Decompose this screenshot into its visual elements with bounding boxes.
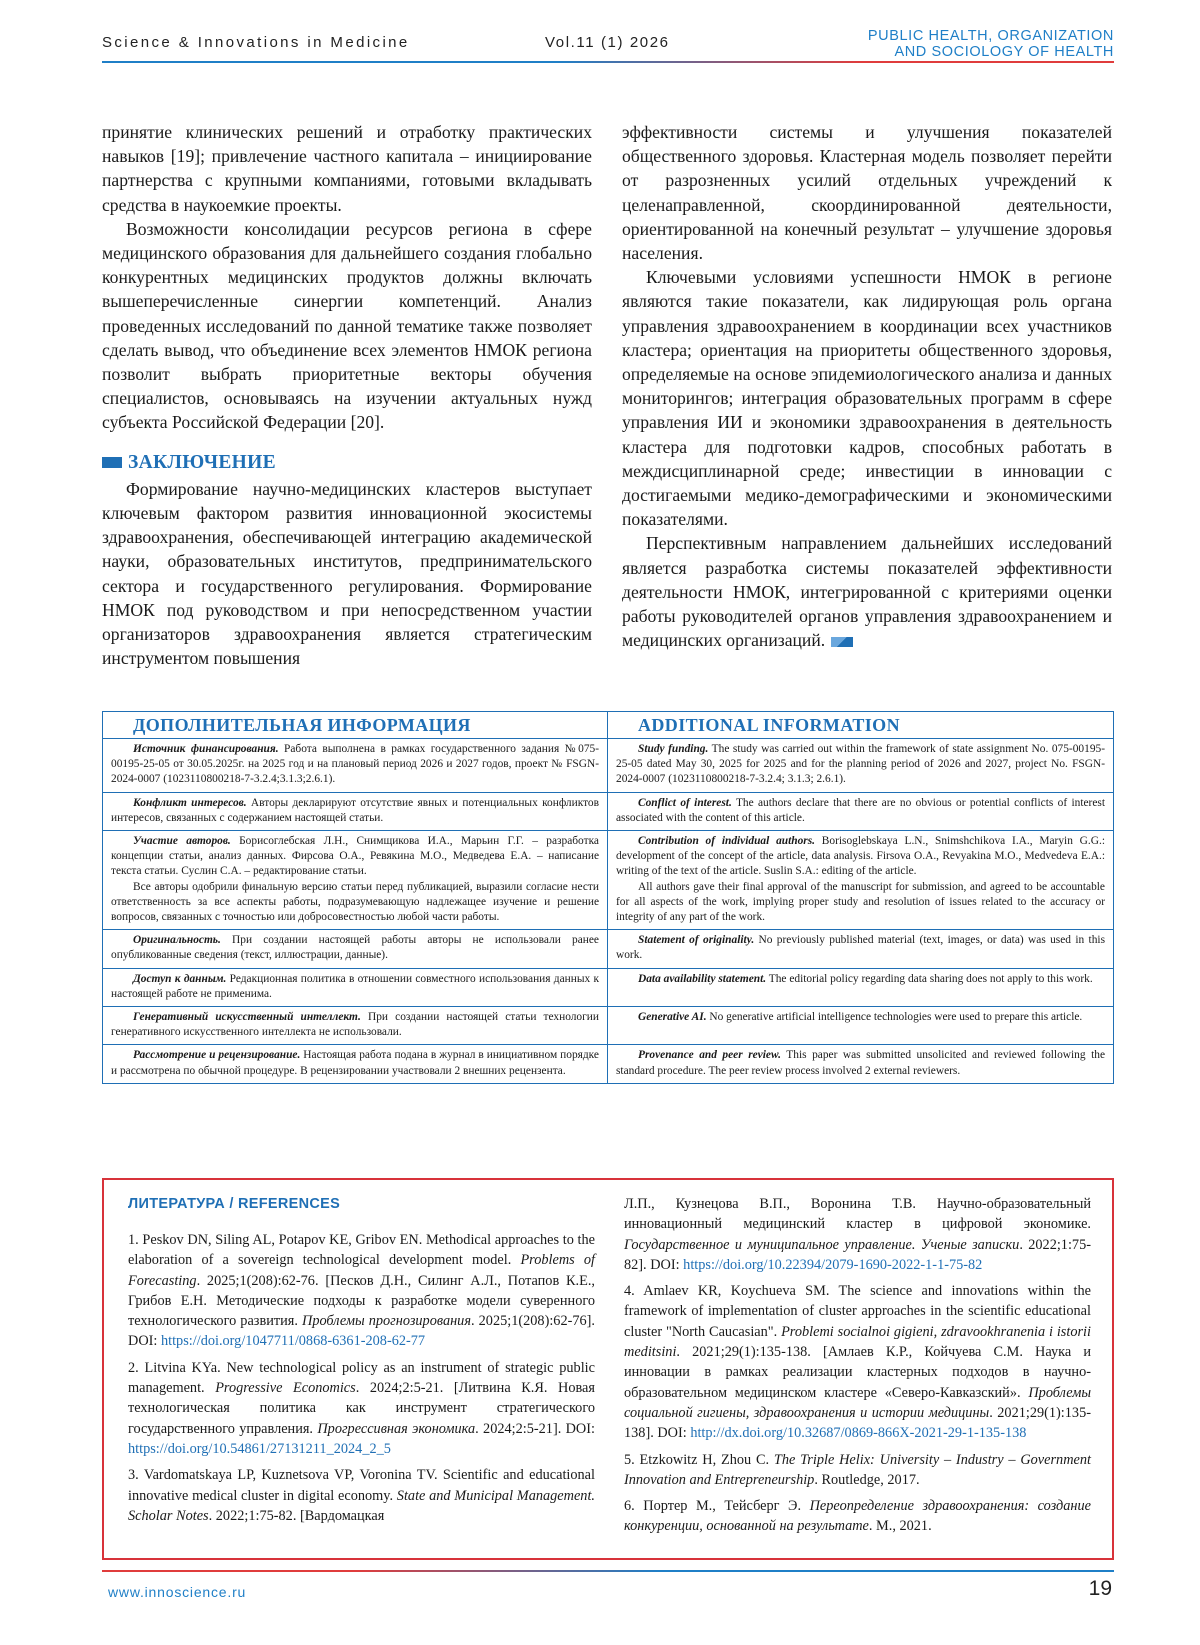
info-label: Conflict of interest. (638, 796, 732, 809)
reference-item: 5. Etzkowitz H, Zhou C. The Triple Helix: University – Industry – Government Innovation and Entrepreneurship. Routledge, 2017. (624, 1451, 1091, 1488)
info-text: При создании настоящей работы авторы не использовали ранее опубликованные сведения (текст, иллюстрации, данные). (111, 934, 599, 962)
info-cell-ru (103, 1045, 608, 1082)
reference-item-continued: Л.П., Кузнецова В.П., Воронина Т.В. Научно-образовательный инновационный медицинский кластер в цифровой экономике. Государственное и муниципальное управление. Ученые записки. 2022;1:75-82]. DOI: https://doi.org/10.22394/2079-1690-2022-1-1-75-82 (624, 1196, 1091, 1273)
doi-link[interactable]: https://doi.org/10.54861/27131211_2024_2_5 (128, 1440, 391, 1457)
info-label: Участие авторов. (133, 835, 231, 848)
header-divider (102, 61, 1114, 63)
info-label: Statement of originality. (638, 934, 755, 947)
paragraph-text: Перспективным направлением дальнейших исследований является разработка системы показателей эффективности деятельности НМОК, интегрированной с критериями оценки работы руководителей органов управления здравоохранением и медицинских организаций. (622, 533, 1112, 651)
reference-item: 3. Vardomatskaya LP, Kuznetsova VP, Voronina TV. Scientific and educational innovative medical cluster in digital economy. State and Municipal Management. Scholar Notes. 2022;1:75-82. [Вардомацкая (128, 1467, 595, 1524)
info-text: No previously published material (text, images, or data) was used in this work. (616, 934, 1106, 962)
end-of-article-icon (831, 637, 853, 647)
journal-title: Science & Innovations in Medicine (102, 34, 410, 51)
info-cell-ru (103, 831, 608, 929)
info-label: Generative AI. (638, 1011, 707, 1024)
reference-item: 6. Портер М., Тейсберг Э. Переопределение здравоохранения: создание конкуренции, основанной на результате. М., 2021. (624, 1498, 1091, 1535)
info-row-contribution (103, 830, 1113, 929)
info-cell-en (608, 793, 1113, 830)
info-label: Рассмотрение и рецензирование. (133, 1049, 301, 1062)
heading-square-icon (102, 457, 122, 468)
info-text: При создании настоящей статьи технологии генеративного искусственного интеллекта не использовали. (111, 1011, 599, 1039)
paragraph: Ключевыми условиями успешности НМОК в регионе являются такие показатели, как лидирующая роль органа управления здравоохранением в координации всех участников кластера; ориентация на приоритеты общественного здоровья, определяемые на основе эпидемиологического анализа и данных мониторингов; интеграция образовательных программ в сфере управления ИИ и экономики здравоохранения в деятельность кластера для подготовки кадров, способных работать в междисциплинарной среде; инвестиции в инновации с достигаемыми медико-демографическими и экономическими показателями. (622, 267, 1112, 530)
paragraph: Возможности консолидации ресурсов региона в сфере медицинского образования для дальнейшего создания глобально конкурентных медицинских продуктов должны включать вышеперечисленные синергии компетенций. Анализ проведенных исследований по данной тематике также позволяет сделать вывод, что объединение всех элементов НМОК региона позволит выбрать приоритетные векторы обучения специалистов, основываясь на изучении актуальных нужд субъекта Российской Федерации [20]. (102, 218, 592, 433)
left-column (102, 120, 592, 670)
info-text: No generative artificial intelligence technologies were used to prepare this article. (706, 1011, 1083, 1024)
doi-link[interactable]: https://doi.org/10.22394/2079-1690-2022-1-1-75-82 (683, 1256, 983, 1273)
reference-item: 4. Amlaev KR, Koychueva SM. The science and innovations within the framework of implementation of cluster approaches in the scientific educational cluster "North Caucasian". Problemi socialnoi gigieni, zdravookhranenia i istorii meditsini. 2021;29(1):135-138. [Амлаев К.Р., Койчуева С.М. Наука и инновации в рамках реализации кластерных подходов в научно-образовательном медицинском кластере «Северо-Кавказский». Проблемы социальной гигиены, здравоохранения и истории медицины. 2021;29(1):135-138]. DOI: http://dx.doi.org/10.32687/0869-866X-2021-29-1-135-138 (624, 1283, 1091, 1442)
info-cell-en (608, 1045, 1113, 1082)
paragraph (622, 531, 1112, 652)
info-cell-en (608, 969, 1113, 1006)
info-label: Генеративный искусственный интеллект. (133, 1011, 361, 1024)
references-box (102, 1178, 1114, 1560)
reference-item: 1. Peskov DN, Siling AL, Potapov KE, Gribov EN. Methodical approaches to the elaboration of a sovereign technological development model. Problems of Forecasting. 2025;1(208):62-76. [Песков Д.Н., Силинг А.Л., Потапов К.Е., Грибов Е.Н. Методические подходы к разработке модели суверенного технологического развития. Проблемы прогнозирования. 2025;1(208):62-76]. DOI: https://doi.org/1047711/0868-6361-208-62-77 (128, 1232, 595, 1350)
volume-label: Vol.11 (1) 2026 (545, 34, 670, 51)
info-cell-ru (103, 1007, 608, 1044)
info-label: Contribution of individual authors. (638, 835, 816, 848)
page-number: 19 (1088, 1577, 1112, 1600)
section-title (868, 28, 1114, 60)
doi-link[interactable]: http://dx.doi.org/10.32687/0869-866X-2021-29-1-135-138 (690, 1425, 1027, 1442)
footer-divider (102, 1570, 1114, 1572)
info-row-peer-review (103, 1044, 1113, 1082)
info-text: Редакционная политика в отношении совместного использования данных к настоящей работе не применима. (111, 972, 599, 1000)
info-cell-ru (103, 930, 608, 967)
paragraph: принятие клинических решений и отработку практических навыков [19]; привлечение частного капитала – инициирование партнерства с крупными компаниями, готовыми вкладывать средства в наукоемкие проекты. (102, 122, 592, 215)
info-text: The authors declare that there are no obvious or potential conflicts of interest associated with the content of this article. (616, 796, 1105, 824)
info-header-ru: ДОПОЛНИТЕЛЬНАЯ ИНФОРМАЦИЯ (103, 712, 608, 738)
info-text: Работа выполнена в рамках государственного задания №075-00195-25-05 от 30.05.2025г. на 2025 год и на плановый период 2026 и 2027 годов, проект № FSGN-2024-0007 (1023110800218-7-3.2.4;3.1.3;2.6.1). (111, 743, 599, 786)
info-text: All authors gave their final approval of the manuscript for submission, and agreed to be accountable for all aspects of the work, implying proper study and resolution of issues related to the accuracy or integrity of any part of the work. (616, 880, 1105, 924)
paragraph: Формирование научно-медицинских кластеров выступает ключевым фактором развития инновационной экосистемы здравоохранения, обеспечивающей интеграцию академической науки, образовательных институтов, предпринимательского сектора и государственного регулирования. Формирование НМОК под руководством и при непосредственном участии организаторов здравоохранения является стратегическим инструментом повышения (102, 478, 592, 669)
info-label: Provenance and peer review. (638, 1049, 781, 1062)
info-cell-en (608, 930, 1113, 967)
info-cell-en (608, 831, 1113, 929)
info-label: Источник финансирования. (133, 743, 279, 755)
info-header-en: ADDITIONAL INFORMATION (638, 715, 900, 735)
footer-website-link[interactable]: www.innoscience.ru (108, 1584, 247, 1600)
info-header-row (103, 712, 1113, 738)
info-label: Study funding. (638, 743, 709, 755)
paragraph: эффективности системы и улучшения показателей общественного здоровья. Кластерная модель позволяет перейти от разрозненных усилий отдельных учреждений к целенаправленной, скоординированной деятельности, ориентированной на конечный результат – улучшение здоровья населения. (622, 122, 1112, 264)
additional-info-table (102, 711, 1114, 1084)
section-title-line2: AND SOCIOLOGY OF HEALTH (894, 44, 1114, 60)
doi-link[interactable]: https://doi.org/1047711/0868-6361-208-62-77 (160, 1333, 426, 1350)
section-heading (102, 451, 592, 475)
reference-item: 2. Litvina KYa. New technological policy as an instrument of strategic public management. Progressive Economics. 2024;2:5-21. [Литвина К.Я. Новая технологическая политика как инструмент стратегического государственного управления. Прогрессивная экономика. 2024;2:5-21]. DOI: https://doi.org/10.54861/27131211_2024_2_5 (128, 1359, 595, 1457)
info-cell-en (608, 739, 1113, 792)
info-row-funding (103, 738, 1113, 792)
info-row-originality (103, 929, 1113, 967)
info-text: Все авторы одобрили финальную версию статьи перед публикацией, выразили согласие нести ответственность за все аспекты работы, подразумевающую надлежащее изучение и решение вопросов, связанных с точностью или добросовестностью любой части работы. (111, 880, 599, 924)
info-text: Настоящая работа подана в журнал в инициативном порядке и рассмотрена по обычной процедуре. В рецензировании участвовали 2 внешних рецензента. (111, 1049, 599, 1077)
references-right-column (624, 1194, 1091, 1543)
info-label: Оригинальность. (133, 934, 221, 947)
info-label: Конфликт интересов. (133, 796, 247, 809)
info-cell-ru (103, 793, 608, 830)
section-title-line1: PUBLIC HEALTH, ORGANIZATION (867, 28, 1114, 44)
info-cell-ru (103, 969, 608, 1006)
info-cell-en (608, 1007, 1113, 1044)
info-text: The editorial policy regarding data sharing does not apply to this work. (766, 972, 1093, 985)
section-heading-text: ЗАКЛЮЧЕНИЕ (128, 451, 276, 473)
references-title: ЛИТЕРАТУРА / REFERENCES (128, 1196, 341, 1212)
info-row-generative-ai (103, 1006, 1113, 1044)
info-cell-ru (103, 739, 608, 792)
info-row-conflict (103, 792, 1113, 830)
info-text: Борисоглебская Л.Н., Снимщикова И.А., Марьин Г.Г. – разработка концепции статьи, анализ данных. Фирсова О.А., Ревякина М.О., Медведева Е.А. – написание текста статьи. Суслин С.А. – редактирование статьи. (111, 835, 599, 878)
info-text: The study was carried out within the framework of state assignment No. 075-00195-25-05 dated May 30, 2025 for 2025 and for the planning period of 2026 and 2027, project No. FSGN-2024-0007 (1023110800218-7-3.2.4; 3.1.3; 2.6.1). (616, 743, 1105, 786)
info-text: Авторы декларируют отсутствие явных и потенциальных конфликтов интересов, связанных с содержанием настоящей статьи. (111, 796, 599, 824)
info-row-data-availability (103, 968, 1113, 1006)
references-left-column (128, 1230, 595, 1532)
info-label: Data availability statement. (638, 972, 767, 985)
info-text: This paper was submitted unsolicited and reviewed following the standard procedure. The peer review process involved 2 external reviewers. (616, 1049, 1106, 1077)
info-text: Borisoglebskaya L.N., Snimshchikova I.A., Maryin G.G.: development of the concept of the article, data analysis. Firsova O.A., Revyakina M.O., Medvedeva E.A.: writing of the text of the article. Suslin S.A.: editing of the article. (616, 835, 1105, 878)
info-label: Доступ к данным. (133, 972, 227, 985)
right-column (622, 120, 1112, 652)
